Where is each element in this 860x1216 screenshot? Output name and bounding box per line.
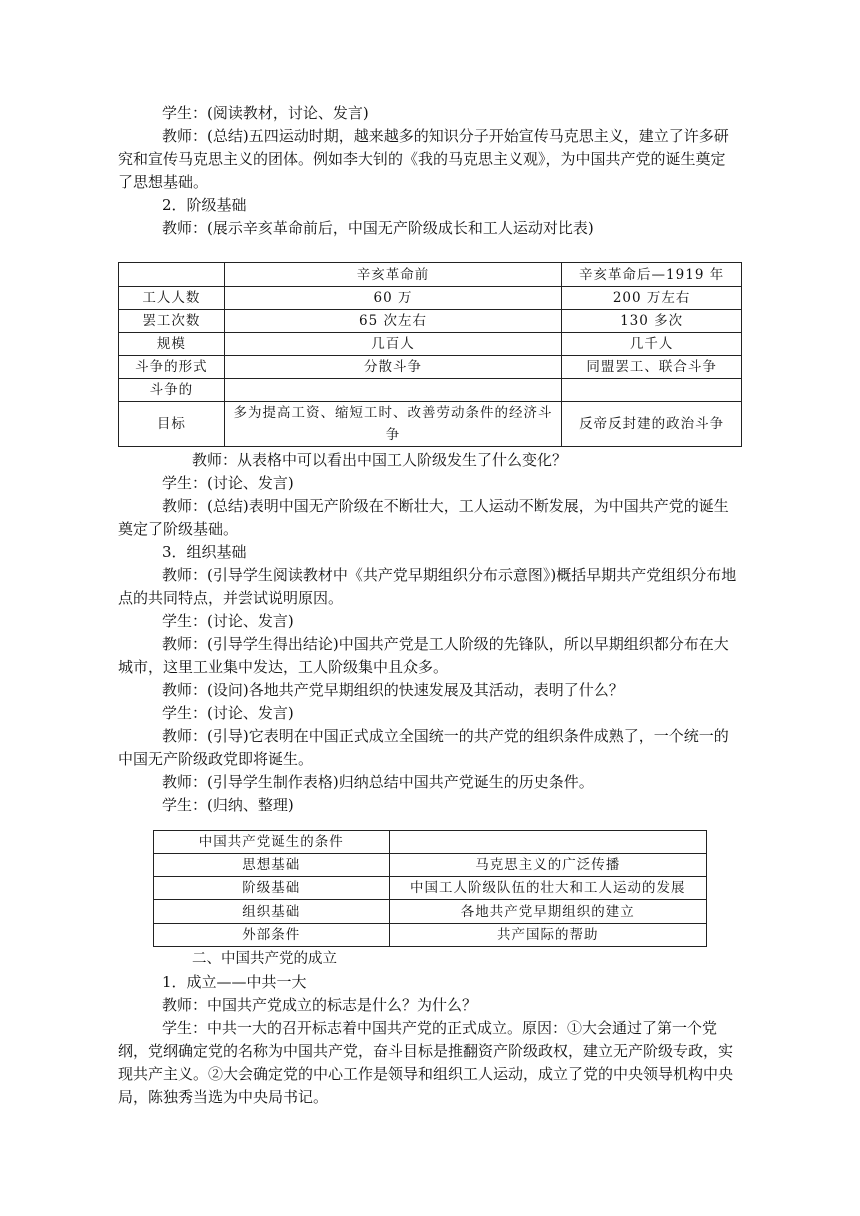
paragraph-teacher-conclusion: 教师：(引导学生得出结论)中国共产党是工人阶级的先锋队，所以早期组织都分布在大城市，这里工业集中发达，工人阶级集中且众多。 — [118, 635, 729, 676]
paragraph-teacher-question: 教师：(设问)各地共产党早期组织的快速发展及其活动，表明了什么？ — [162, 681, 624, 699]
table-cell: 几千人 — [562, 333, 742, 356]
table-row — [154, 831, 707, 854]
table-row — [119, 310, 742, 333]
table-cell: 工人人数 — [119, 287, 225, 310]
paragraph-teacher-guide-organization: 教师：(引导)它表明在中国正式成立全国统一的共产党的组织条件成熟了，一个统一的中国无产阶级政党即将诞生。 — [118, 727, 729, 768]
paragraph-student-discuss: 学生：(讨论、发言) — [162, 474, 294, 492]
paragraph-teacher-summary-class: 教师：(总结)表明中国无产阶级在不断壮大，工人运动不断发展，为中国共产党的诞生奠定了阶级基础。 — [118, 497, 729, 538]
table-cell: 阶级基础 — [154, 877, 390, 900]
section-heading-class-basis: 2．阶级基础 — [162, 196, 247, 214]
table-cell: 反帝反封建的政治斗争 — [562, 402, 742, 447]
proletariat-comparison-table — [118, 262, 742, 447]
table-row — [154, 854, 707, 877]
table-cell: 辛亥革命前 — [224, 263, 561, 287]
table-cell: 罢工次数 — [119, 310, 225, 333]
table-cell: 同盟罢工、联合斗争 — [562, 356, 742, 379]
paragraph-teacher-guide-map: 教师：(引导学生阅读教材中《共产党早期组织分布示意图》)概括早期共产党组织分布地点的共同特点，并尝试说明原因。 — [118, 566, 737, 607]
paragraph-teacher-question-change: 教师：从表格中可以看出中国工人阶级发生了什么变化？ — [192, 451, 568, 469]
table-cell: 外部条件 — [154, 924, 390, 947]
table-cell: 200 万左右 — [562, 287, 742, 310]
paragraph-teacher-show-table: 教师：(展示辛亥革命前后，中国无产阶级成长和工人运动对比表) — [162, 219, 594, 237]
table-cell: 目标 — [119, 402, 225, 447]
section-heading-party-founding: 二、中国共产党的成立 — [192, 951, 337, 967]
table-row — [119, 333, 742, 356]
table-cell: 思想基础 — [154, 854, 390, 877]
table-cell: 组织基础 — [154, 900, 390, 924]
paragraph-teacher-summary-marxism: 教师：(总结)五四运动时期，越来越多的知识分子开始宣传马克思主义，建立了许多研究和宣传马克思主义的团体。例如李大钊的《我的马克思主义观》，为中国共产党的诞生奠定了思想基础。 — [118, 127, 729, 191]
section-heading-organization-basis: 3．组织基础 — [162, 543, 247, 561]
table-row — [154, 900, 707, 924]
table-row — [154, 877, 707, 900]
paragraph-teacher-make-table: 教师：(引导学生制作表格)归纳总结中国共产党诞生的历史条件。 — [162, 773, 594, 791]
table-cell: 中国工人阶级队伍的壮大和工人运动的发展 — [389, 877, 706, 900]
table-cell — [562, 379, 742, 402]
table-cell: 中国共产党诞生的条件 — [154, 831, 390, 854]
table-cell: 几百人 — [224, 333, 561, 356]
table-cell: 130 多次 — [562, 310, 742, 333]
table-cell — [119, 263, 225, 287]
table-cell: 马克思主义的广泛传播 — [389, 854, 706, 877]
table-cell: 辛亥革命后—1919 年 — [562, 263, 742, 287]
table-row — [119, 356, 742, 379]
section-heading-first-congress: 1．成立——中共一大 — [162, 973, 307, 991]
paragraph-student-discuss: 学生：(讨论、发言) — [162, 612, 294, 630]
table-cell: 分散斗争 — [224, 356, 561, 379]
table-cell — [224, 379, 561, 402]
table-row — [119, 402, 742, 447]
table-cell: 共产国际的帮助 — [389, 924, 706, 947]
table-row — [154, 924, 707, 947]
table-cell: 60 万 — [224, 287, 561, 310]
table-header-row — [119, 263, 742, 287]
table-cell: 65 次左右 — [224, 310, 561, 333]
table-cell: 多为提高工资、缩短工时、改善劳动条件的经济斗争 — [224, 402, 561, 447]
table-cell: 斗争的 — [119, 379, 225, 402]
table-row — [119, 287, 742, 310]
paragraph-teacher-question-founding: 教师：中国共产党成立的标志是什么？为什么？ — [162, 996, 478, 1014]
table-cell — [389, 831, 706, 854]
table-row — [119, 379, 742, 402]
table-cell: 规模 — [119, 333, 225, 356]
paragraph-student-answer-founding: 学生：中共一大的召开标志着中国共产党的正式成立。原因：①大会通过了第一个党纲，党纲确定党的名称为中国共产党，奋斗目标是推翻资产阶级政权，建立无产阶级专政，实现共产主义。②大会确定党的中心工作是领导和组织工人运动，成立了党的中央领导机构中央局，陈独秀当选为中央局书记。 — [118, 1019, 734, 1106]
paragraph-student-read: 学生：(阅读教材，讨论、发言) — [162, 104, 369, 122]
table-cell: 斗争的形式 — [119, 356, 225, 379]
party-birth-conditions-table — [153, 830, 707, 947]
table-cell: 各地共产党早期组织的建立 — [389, 900, 706, 924]
paragraph-student-summarize: 学生：(归纳、整理) — [162, 796, 294, 814]
paragraph-student-discuss: 学生：(讨论、发言) — [162, 704, 294, 722]
